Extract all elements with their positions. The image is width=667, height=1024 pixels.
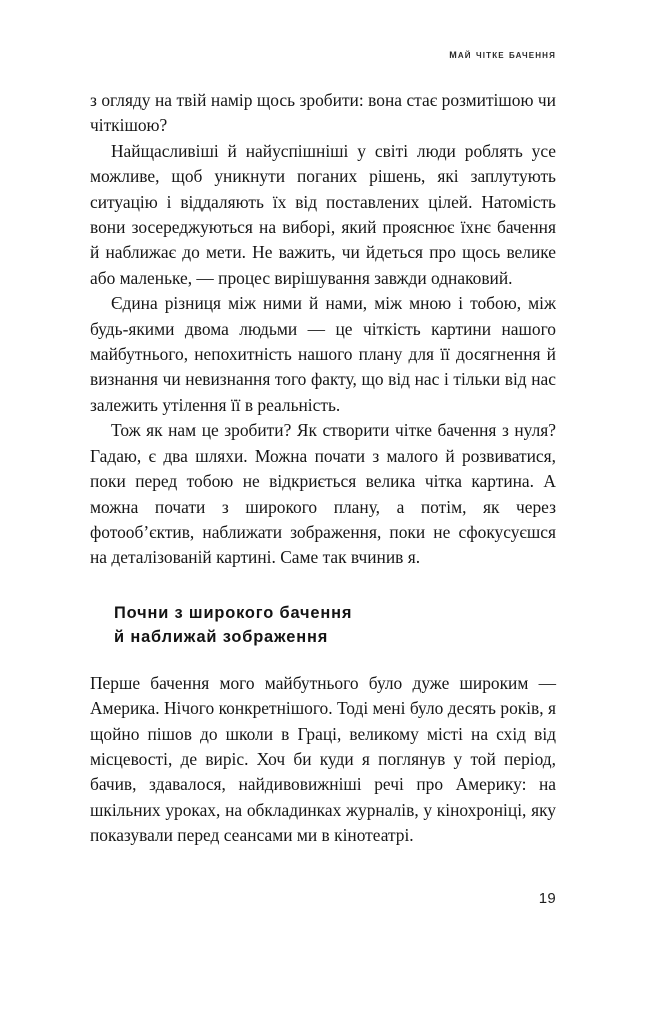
paragraph: Єдина різниця між ними й нами, між мною і тобою, між будь-якими двома людьми — це чіткість картини нашого майбутнього, непохитність нашого плану для її досягнення й визнання чи невизнання того факту, що від нас і тільки від нас залежить утілення її в реальність. bbox=[90, 293, 556, 415]
section-heading-line: Почни з широкого бачення bbox=[114, 603, 353, 622]
section-heading bbox=[114, 601, 556, 649]
page-number: 19 bbox=[538, 890, 556, 907]
paragraph: Перше бачення мого майбутнього було дуже широким — Америка. Нічого конкретнішого. Тоді мені було десять років, я щойно пішов до школи в Граці, великому місті на схід від місцевості, де виріс. Хоч би куди я поглянув у той період, бачив, здавалося, найдивовижніші речі про Америку: на шкільних уроках, на обкладинках журналів, у кінохроніці, яку показували перед сеансами ми в кінотеатрі. bbox=[90, 672, 556, 846]
text-column bbox=[90, 88, 556, 849]
running-head: май чітке бачення bbox=[449, 46, 556, 61]
paragraph: Найщасливіші й найуспішніші у світі люди роблять усе можливе, щоб уникнути поганих рішень, які заплутують ситуацію і віддаляють їх від поставлених цілей. Натомість вони зосереджуються на виборі, який прояснює їхнє бачення й наближає до мети. Не важить, чи йдеться про щось велике або маленьке, — процес вирішування завжди однаковий. bbox=[90, 140, 556, 288]
section-heading-line: й наближай зображення bbox=[114, 627, 329, 646]
paragraph: Тож як нам це зробити? Як створити чітке бачення з нуля? Гадаю, є два шляхи. Можна почати з малого й розвиватися, поки перед тобою не відкриється велика чітка картина. А можна почати з широкого плану, а потім, як через фотооб’єктив, наближати зображення, поки не сфокусуєшся на деталізованій картині. Саме так вчинив я. bbox=[90, 420, 556, 568]
paragraph: з огляду на твій намір щось зробити: вона стає розмитішою чи чіткішою? bbox=[90, 90, 556, 136]
section-heading-block bbox=[90, 571, 556, 671]
